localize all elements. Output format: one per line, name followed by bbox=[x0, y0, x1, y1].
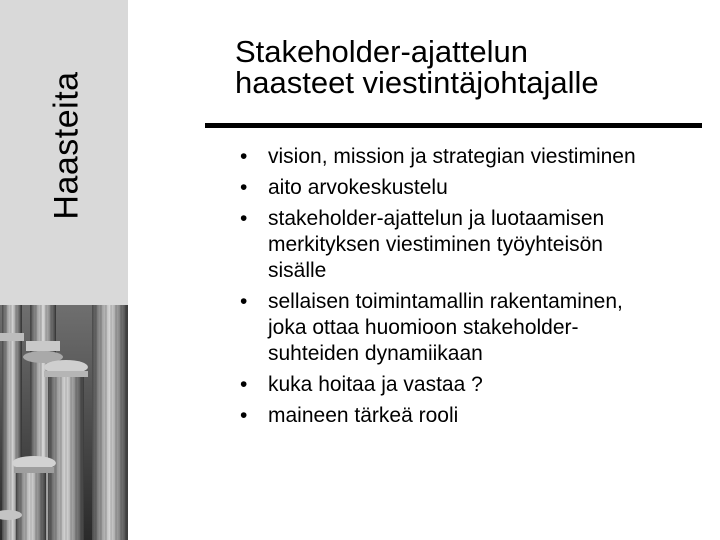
bullet-icon: • bbox=[240, 290, 248, 313]
bullet-icon: • bbox=[240, 145, 248, 168]
bullet-icon: • bbox=[240, 207, 248, 230]
bullet-text: stakeholder-ajattelun ja luotaamisen bbox=[268, 207, 605, 230]
bullet-text: suhteiden dynamiikaan bbox=[268, 342, 483, 365]
bullet-text: joka ottaa huomioon stakeholder- bbox=[268, 316, 579, 339]
bullet-item bbox=[240, 175, 710, 201]
bullet-text: sellaisen toimintamallin rakentaminen, bbox=[268, 290, 623, 313]
columns-image bbox=[0, 305, 128, 540]
bullet-text: aito arvokeskustelu bbox=[268, 176, 448, 199]
bullet-item bbox=[240, 372, 710, 398]
bullet-item bbox=[240, 206, 710, 284]
bullet-text: sisälle bbox=[268, 259, 327, 282]
bullet-text: vision, mission ja strategian viestiminen bbox=[268, 145, 636, 168]
bullet-item bbox=[240, 144, 710, 170]
slide-title bbox=[235, 36, 705, 98]
section-label-text: Haasteita bbox=[47, 70, 86, 220]
bullet-icon: • bbox=[240, 373, 248, 396]
bullet-icon: • bbox=[240, 404, 248, 427]
bullet-icon: • bbox=[240, 176, 248, 199]
slide-title-line: haasteet viestintäjohtajalle bbox=[235, 65, 599, 100]
bullet-list bbox=[240, 144, 710, 434]
section-label bbox=[47, 50, 86, 240]
title-divider bbox=[205, 123, 702, 128]
bullet-item bbox=[240, 403, 710, 429]
bullet-text: kuka hoitaa ja vastaa ? bbox=[268, 373, 483, 396]
sidebar bbox=[0, 0, 128, 540]
bullet-text: merkityksen viestiminen työyhteisön bbox=[268, 233, 603, 256]
slide-title-line: Stakeholder-ajattelun bbox=[235, 34, 528, 69]
bullet-item bbox=[240, 289, 710, 367]
bullet-text: maineen tärkeä rooli bbox=[268, 404, 459, 427]
